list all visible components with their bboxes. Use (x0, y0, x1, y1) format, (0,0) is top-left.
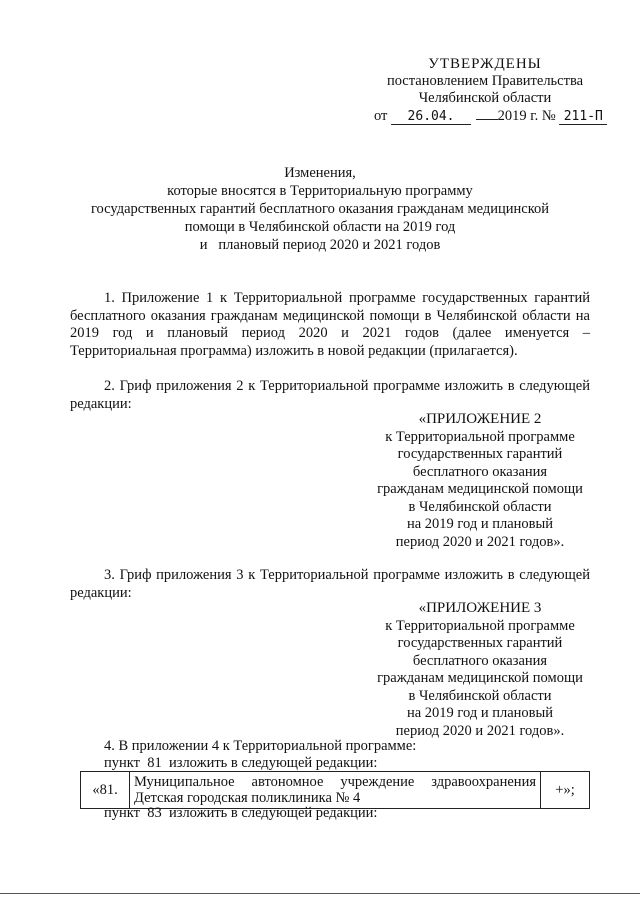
approval-title: УТВЕРЖДЕНЫ (428, 56, 542, 72)
grif3-line-1: «ПРИЛОЖЕНИЕ 3 (418, 600, 542, 616)
heading-line-5: и плановый период 2020 и 2021 годов (199, 237, 441, 253)
grif2-line-2: к Территориальной программе (385, 428, 575, 445)
grif-appendix-2 (360, 411, 600, 551)
table-cell-mark: +»; (541, 772, 590, 809)
approval-line-1: постановлением Правительства (386, 73, 584, 89)
grif3-line-4: бесплатного оказания (412, 652, 548, 669)
heading-line-2: которые вносятся в Территориальную программу (167, 183, 473, 199)
handwritten-date: 26.04. (391, 109, 471, 125)
heading-line-4: помощи в Челябинской области на 2019 год (184, 219, 456, 235)
grif2-line-5: гражданам медицинской помощи (377, 481, 583, 497)
date-prefix: от (374, 108, 388, 124)
item-1: 1. Приложение 1 к Территориальной программе государственных гарантий бесплатного оказания гражданам медицинской помощи в Челябинской области на 2019 год и плановый период 2020 и 2021 годов (далее именуется – Территориальная программа) изложить в новой редакции (прилагается). (70, 290, 590, 359)
approval-date-line (374, 108, 614, 125)
heading-line-3: государственных гарантий бесплатного оказания гражданам медицинской (90, 201, 550, 217)
grif-appendix-3 (360, 600, 600, 740)
handwritten-number: 211-П (559, 109, 607, 125)
grif2-line-6: в Челябинской области (408, 498, 552, 515)
item-3: 3. Гриф приложения 3 к Территориальной программе изложить в следующей редакции: (70, 567, 590, 601)
item-4-sub-81: пункт 81 изложить в следующей редакции: (104, 755, 378, 771)
grif3-line-7: на 2019 год и плановый (406, 705, 554, 721)
item-4-sub-83: пункт 83 изложить в следующей редакции: (104, 805, 378, 821)
approval-stamp (380, 56, 590, 107)
page-bottom-rule (0, 893, 640, 894)
number-sign: № (541, 108, 556, 124)
approval-line-2: Челябинской области (418, 90, 552, 106)
document-heading (60, 164, 580, 254)
grif2-line-8: период 2020 и 2021 годов». (395, 533, 565, 550)
grif3-line-8: период 2020 и 2021 годов». (395, 722, 565, 739)
grif2-line-4: бесплатного оказания (412, 463, 548, 480)
grif2-line-7: на 2019 год и плановый (406, 516, 554, 532)
date-year: 2019 г. (497, 108, 539, 124)
grif3-line-3: государственных гарантий (397, 635, 563, 651)
item-2: 2. Гриф приложения 2 к Территориальной программе изложить в следующей редакции: (70, 378, 590, 412)
grif3-line-6: в Челябинской области (408, 687, 552, 704)
grif2-line-3: государственных гарантий (397, 446, 563, 462)
heading-line-1: Изменения, (284, 165, 356, 181)
table-cell-institution: Муниципальное автономное учреждение здравоохранения Детская городская поликлиника № 4 (130, 772, 541, 809)
table-cell-number: «81. (81, 772, 130, 809)
amendment-table (80, 771, 590, 809)
table-row (81, 772, 590, 809)
item-4: 4. В приложении 4 к Территориальной программе: (104, 738, 417, 754)
grif3-line-5: гражданам медицинской помощи (377, 670, 583, 686)
grif3-line-2: к Территориальной программе (385, 617, 575, 634)
grif2-line-1: «ПРИЛОЖЕНИЕ 2 (418, 411, 542, 427)
